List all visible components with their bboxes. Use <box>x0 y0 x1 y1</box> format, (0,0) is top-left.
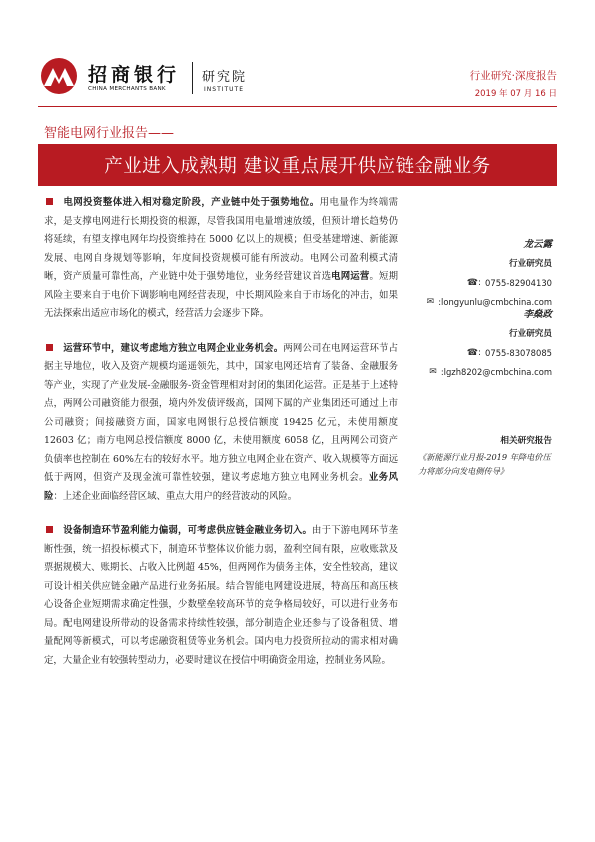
logo-divider <box>192 62 193 94</box>
paragraph-1 <box>44 194 398 324</box>
paragraph-text: 由于下游电网环节垄断性强，统一招投标模式下，制造环节整体议价能力弱，盈利空间有限，应收账款及票据规模大、账期长、占收入比例超 45%，但两网作为债务主体，安全性较高，建议可设计相关供应链金融产品进行业务拓展。结合智能电网建设进展，特高压和高压核心设备企业短期需求确定性强，少数壁垒较高环节的竞争格局较好，可以进行业务布局。配电网建设所带动的设备需求持续性较强，部分制造企业还参与了设备租赁、增量配网等新模式，可以考虑融资租赁等业务机会。国内电力投资所拉动的需求相对确定，大量企业有较强转型动力，必要时建议在授信中明确资金用途，控制业务风险。 <box>44 525 398 666</box>
main-content <box>44 194 398 686</box>
bullet-icon <box>46 344 53 351</box>
envelope-icon: ✉ <box>426 297 435 307</box>
analyst-card <box>412 236 552 307</box>
analyst-card <box>412 306 552 377</box>
phone-number: 0755-83078085 <box>485 348 552 358</box>
analyst-phone <box>412 278 552 288</box>
paragraph-2 <box>44 340 398 507</box>
analyst-name: 李燊政 <box>523 309 552 320</box>
paragraph-lead: 运营环节中，建议考虑地方独立电网企业业务机会。 <box>63 342 284 354</box>
phone-icon: ☎: <box>466 278 482 288</box>
phone-number: 0755-82904130 <box>485 278 552 288</box>
bank-name-cn: 招商银行 <box>88 64 181 86</box>
phone-icon: ☎: <box>466 348 482 358</box>
paragraph-text: 。短期风险主要来自于电价下调影响电网经营表现，中长期风险来自于市场化的冲击，如果无法探索出适应市场化的模式，经营活力会逐步下降。 <box>44 271 398 319</box>
paragraph-lead: 设备制造环节盈利能力偏弱，可考虑供应链金融业务切入。 <box>63 525 313 536</box>
paragraph-3 <box>44 522 398 670</box>
analyst-title: 行业研究员 <box>509 329 552 339</box>
related-reports-title: 相关研究报告 <box>500 436 552 446</box>
paragraph-emphasis: 电网运营 <box>331 271 370 282</box>
cmb-logo-icon <box>38 56 84 96</box>
analyst-name: 龙云露 <box>523 239 552 250</box>
bullet-icon <box>46 526 53 533</box>
analyst-title: 行业研究员 <box>509 259 552 269</box>
related-reports <box>412 434 552 478</box>
report-type: 行业研究·深度报告 <box>469 70 557 82</box>
report-date: 2019 年 07 月 16 日 <box>474 89 557 99</box>
related-report-link[interactable]: 《新能源行业月报-2019 年降电价压力将部分向发电侧传导》 <box>418 452 551 476</box>
paragraph-lead: 电网投资整体进入相对稳定阶段，产业链中处于强势地位。 <box>63 197 320 208</box>
header-rule <box>38 106 557 107</box>
email-address[interactable]: :lgzh8202@cmbchina.com <box>440 367 552 377</box>
email-address[interactable]: :longyunlu@cmbchina.com <box>438 297 552 307</box>
paragraph-emphasis: 业务风险 <box>44 472 398 502</box>
report-series-title: 智能电网行业报告—— <box>44 126 175 141</box>
paragraph-text: 两网公司在电网运营环节占据主导地位，收入及资产规模均遥遥领先，其中，国家电网还培育了装备、金融服务等产业，实现了产业发展-金融服务-资金管理相对封闭的集团化运营。正是基于上述特点，两网公司融资能力很强，境内外发债评级高，国网下属的产业集团还可通过上市公司融资；间接融资方面，国家电网银行总授信额度 19425 亿元，未使用额度 12603 亿；南方电网总授信额度 8000 亿，未使用额度 6058 亿，且两网公司资产负债率也控制在 60%左右的较好水平。地方独立电网企业在资产、收入规模等方面远低于两网，但资产及现金流可靠性较强，建议考虑地方独立电网业务机会。 <box>44 342 398 483</box>
institute-name-cn: 研究院 <box>202 70 248 85</box>
report-main-title: 产业进入成熟期 建议重点展开供应链金融业务 <box>104 156 491 177</box>
analyst-email <box>412 367 552 377</box>
paragraph-text: 用电量作为终端需求，是支撑电网进行长期投资的根源，尽管我国用电量增速放缓，但预计增长趋势仍将延续，有望支撑电网年均投资维持在 5000 亿以上的规模；但受基建增速、新能源发展、电网自身规划等影响，年度间投资规模可能有所波动。电网公司盈利模式清晰，资产质量可靠性高，产业链中处于强势地位，业务经营建议首选 <box>44 197 398 282</box>
bank-name-en: CHINA MERCHANTS BANK <box>88 86 166 92</box>
analyst-phone <box>412 348 552 358</box>
paragraph-text: ：上述企业面临经营区域、重点大用户的经营波动的风险。 <box>53 490 298 502</box>
envelope-icon: ✉ <box>429 367 437 377</box>
institute-name-en: INSTITUTE <box>204 86 245 93</box>
bullet-icon <box>46 198 53 205</box>
title-banner <box>38 144 557 186</box>
